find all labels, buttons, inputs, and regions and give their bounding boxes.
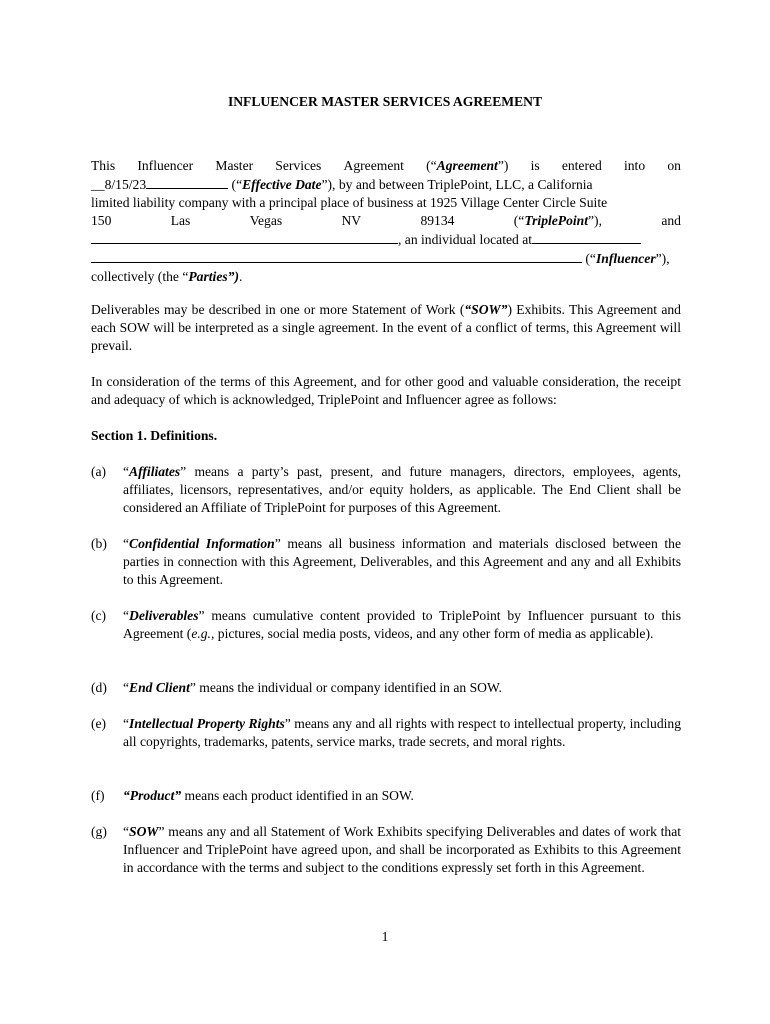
- definition-label: (f): [91, 788, 105, 803]
- definition-item: (b) “Confidential Information” means all business information and materials disclosed between the parties in connection with this Agreement, Deliverables, and this Agreement and any and all Exhibits to this Agreement.: [91, 536, 682, 587]
- intro-line-2: __8/15/23 (“Effective Date”), by and between TriplePoint, LLC, a California: [91, 177, 593, 192]
- term-influencer: Influencer: [595, 251, 656, 266]
- definition-term: “Product”: [123, 788, 182, 803]
- definition-label: (b): [91, 536, 107, 551]
- term-agreement: Agreement: [436, 158, 498, 173]
- intro-line-6: (“Influencer”),: [91, 249, 681, 268]
- page-number: 1: [381, 929, 389, 944]
- section-heading: Section 1. Definitions.: [91, 428, 218, 443]
- definition-term: SOW: [129, 824, 159, 839]
- definition-label: (a): [91, 464, 107, 479]
- definition-term: Intellectual Property Rights: [129, 716, 285, 731]
- date-blank-line: [146, 175, 228, 189]
- document-title: INFLUENCER MASTER SERVICES AGREEMENT: [227, 94, 543, 109]
- definition-item: (a) “Affiliates” means a party’s past, present, and future managers, directors, employees, agents, affiliates, licensors, representatives, and/or equity holders, as applicable. The End Client shall be considered an Affiliate of TriplePoint for purposes of this Agreement.: [91, 464, 681, 515]
- intro-paragraph: [91, 157, 681, 286]
- term-triplepoint: TriplePoint: [524, 213, 589, 228]
- definition-label: (d): [91, 680, 107, 695]
- deliverables-paragraph: Deliverables may be described in one or more Statement of Work (“SOW”) Exhibits. This Agreement and each SOW will be interpreted as a single agreement. In the event of a conflict of terms, this Agreement will prevail.: [91, 302, 681, 353]
- definition-term: End Client: [129, 680, 190, 695]
- term-sow: “SOW”: [464, 302, 508, 317]
- intro-line-7: collectively (the “Parties”).: [91, 269, 243, 284]
- intro-line-4: 150 Las Vegas NV 89134 (“TriplePoint”), and: [91, 213, 681, 228]
- definition-label: (g): [91, 824, 107, 839]
- definition-label: (e): [91, 716, 107, 731]
- consideration-paragraph: In consideration of the terms of this Agreement, and for other good and valuable consideration, the receipt and adequacy of which is acknowledged, TriplePoint and Influencer agree as follows:: [91, 374, 681, 407]
- influencer-location-blank: [532, 230, 641, 244]
- intro-line-1: This Influencer Master Services Agreement (“Agreement”) is entered into on: [91, 158, 681, 173]
- effective-date-value: __8/15/23: [91, 177, 147, 192]
- intro-line-3: limited liability company with a principal place of business at 1925 Village Center Circle Suite: [91, 195, 608, 210]
- definition-item: (c) “Deliverables” means cumulative content provided to TriplePoint by Influencer pursuant to this Agreement (e.g., pictures, social media posts, videos, and any other form of media as applicable).: [91, 608, 681, 641]
- definition-term: Affiliates: [129, 464, 181, 479]
- definition-term: Deliverables: [129, 608, 199, 623]
- term-effective-date: Effective Date: [242, 177, 322, 192]
- definition-label: (c): [91, 608, 107, 623]
- definition-term: Confidential Information: [129, 536, 275, 551]
- term-parties: Parties”): [188, 269, 239, 284]
- intro-line-5: , an individual located at: [91, 230, 681, 249]
- definition-item: (f) “Product” means each product identified in an SOW.: [91, 788, 414, 803]
- definition-item: (d) “End Client” means the individual or company identified in an SOW.: [91, 680, 502, 695]
- influencer-address-blank: [91, 249, 582, 263]
- definition-item: (g) “SOW” means any and all Statement of Work Exhibits specifying Deliverables and dates of work that Influencer and TriplePoint have agreed upon, and shall be incorporated as Exhibits to this Agreement in accordance with the terms and subject to the conditions expressly set forth in this Agreement.: [91, 824, 681, 875]
- influencer-name-blank: [91, 230, 398, 244]
- definition-item: (e) “Intellectual Property Rights” means any and all rights with respect to intellectual property, including all copyrights, trademarks, patents, service marks, trade secrets, and moral rights.: [91, 716, 681, 749]
